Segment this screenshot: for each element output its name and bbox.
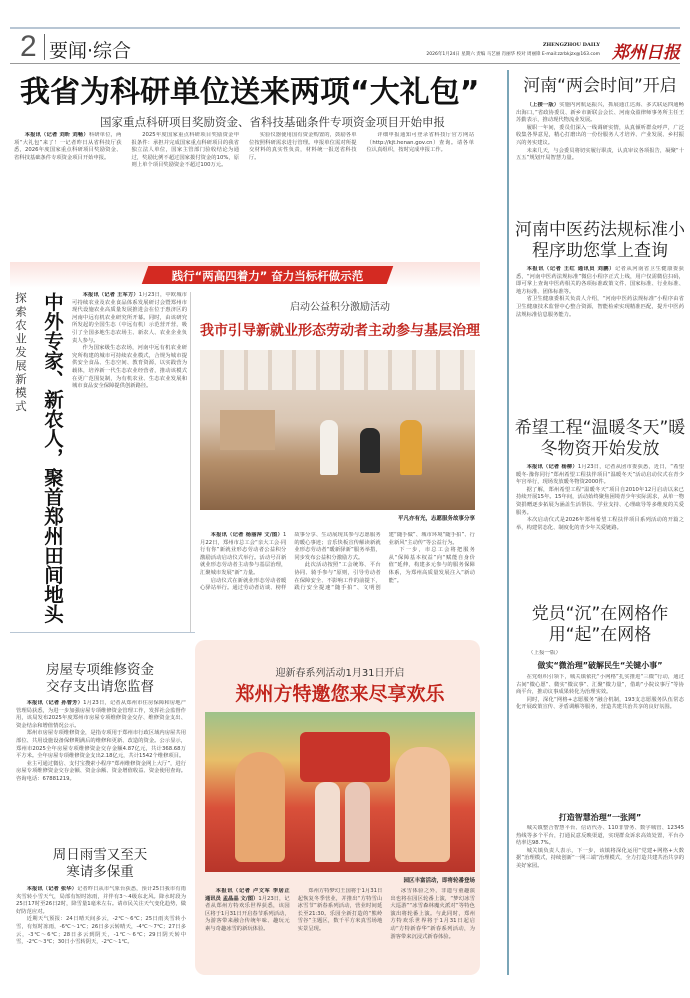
top-rule	[10, 27, 680, 29]
section-title: 要闻·综合	[49, 40, 132, 62]
paragraph	[367, 132, 475, 155]
paragraph-text: 此次活动按照“工会统筹、平台协同、骑手参与”原则，引导劳动者在保障安全、不影响工作的前提下，践行安全提速“随手拍”、文明创建“随手做”、城市环境“随手拍”、行业新风“主动传”等公益行为。	[294, 532, 475, 592]
paragraph	[516, 266, 684, 296]
paragraph	[72, 292, 187, 345]
byline: 本报讯（记者 孙曾芳）	[26, 700, 84, 706]
paragraph-text: 在党组织引领下，城关镇依托“小网格”扎实推进“三微”行动，通过古间“微心愿”、微实“微议事”、汇聚“微力量”，借助“小院议事厅”等协商平台，推动议事成果转化为治理实效。	[516, 674, 684, 696]
paragraph-text: 同时，深化“网格+志愿服务”融合机制，193支志愿服务队伍常态化开展政策宣传、矛盾调解等服务，营造共建共治共享的良好氛围。	[516, 696, 684, 711]
party-body-1	[516, 674, 684, 810]
hope-headline: 希望工程“温暖冬天”暖冬物资开始发放	[514, 418, 686, 459]
paragraph-text: 记者从河南省卫生健康委获悉，“河南中医药法规标准”微信小程序正式上线，用户仅需微信扫码，即可掌上查询中医药相关的各项标准政策文件、国家标准、行业标准、地方标准、团体标准等。	[516, 266, 684, 295]
paragraph-text: 本次启动仪式是2026年郑州希望工程扶伴项目系列活动的开篇之举，构建常态化、制度化的青少年关爱链路。	[516, 517, 684, 531]
lead-body	[14, 132, 474, 252]
paragraph	[516, 487, 684, 517]
paragraph-text: 城关镇负责人表示，下一步，该镇将深化运用“党建+网格+大数据”治理模式，持续创新“一网三端”治理模式，全力打造共建共治共享的美好家园。	[516, 847, 684, 869]
agri-kicker: 探索农业发展新模式	[14, 292, 28, 414]
page-number: 2	[20, 30, 37, 63]
fantawild-headline: 郑州方特邀您来尽享欢乐	[235, 683, 445, 705]
paragraph	[516, 697, 684, 712]
tcm-body	[516, 266, 684, 406]
paragraph-text: 郑州市房屋专项维修资金，是指专项用于郑州市行政区域内房屋共用部位、共用设施设备保修期满后的维修和更新、改造的资金。公示显示，郑州市2025全年房屋专项维修资金交存金额4.87亿元，共计368.68万平方米。全年房屋专项维修资金支出2.18亿元，共计1542个维修项目。	[16, 730, 186, 760]
fantawild-kicker: 迎新春系列活动1月31日开启	[275, 668, 405, 679]
paragraph	[200, 532, 286, 578]
paragraph-text: 城关镇整合智慧平台、信访代办、110非警务、数字城管、12345热线等多个平台，打通民意反映渠道，实现群众诉求高效处置，平台办结率达98.7%。	[516, 825, 684, 847]
paragraph	[389, 547, 475, 585]
byline: 本报讯（记者 王红 通讯员 刘鹏）	[526, 266, 615, 272]
byline: （上接一版）	[526, 102, 560, 108]
paragraph	[516, 296, 684, 319]
weather-body	[16, 886, 186, 976]
paragraph-text: 详细申报通知可登录省科技厅官方网站（http://kjt.henan.gov.cn）查询。请各单位认真组织，按时完成申报工作。	[366, 132, 474, 154]
paragraph	[72, 345, 187, 391]
labor-kicker: 启动公益积分激励活动	[290, 302, 390, 313]
lead-headline: 我省为科研单位送来两项“大礼包”	[20, 76, 480, 110]
agri-body	[72, 292, 187, 632]
continued-note: （上接一版）	[528, 650, 562, 656]
paragraph-text: 作为国家级生态农场，河南中远有机农业研究所构建的城市可持续农业模式，合规为城市提供安全食品、生态空间、教育资源，以实践营为载体，培养新一代生态农业经营者，推动该模式在更广范围复制，为有机农业、生态农业发展和城市食品安全保障提供创新路径。	[72, 345, 187, 390]
paragraph-text: 近期天气预报：24日晴天间多云，-2℃～6℃；25日雨夹雪转小雪，有短时冻雨，-6℃～1℃；26日多云转晴天，-4℃～7℃；27日多云，-3℃～6℃；28日多云到阴天，-1℃～6℃；29日阴天转中雪，-2℃～3℃；30日小雪转阴天，-2℃～1℃。	[16, 916, 186, 946]
paragraph	[516, 848, 684, 871]
paragraph-text: 冰雪体验之外，非遗与童趣演出也将在园区轮番上演，“梦幻冰雪大巡游”“冰雪森林魔火派对”等特色演出将轮番上演。与此同时，郑州方特欢乐世界将于1月31日起启动“方特新春华”新春系列活动，为游客带来沉浸式新春体验。	[390, 888, 475, 940]
paragraph	[390, 888, 475, 941]
paragraph	[298, 888, 383, 934]
paragraph	[16, 886, 186, 916]
paragraph	[516, 125, 684, 148]
paragraph	[16, 730, 186, 760]
column-divider	[507, 70, 509, 975]
session-headline: 河南“两会时间”开启	[523, 76, 677, 96]
paragraph	[205, 888, 290, 934]
byline: 本报讯（记者 王军方）	[82, 292, 139, 298]
paragraph	[516, 825, 684, 848]
byline: 本报讯（记者 张华）	[26, 886, 77, 892]
section-rule	[10, 632, 195, 633]
newspaper-logo: 郑州日报	[612, 43, 680, 63]
labor-photo-caption: 平凡亦有光，志愿服务故事分享	[397, 516, 475, 522]
paragraph-text: 业主可通过微信、支付宝搜索小程序“郑州维修资金网上大厅”，进行房屋专项维修资金交存金额、资金余额、资金增值收益、资金使用查询。咨询电话：67881219。	[16, 760, 186, 782]
weather-headline: 周日雨雪又至天寒请多保重	[52, 847, 148, 880]
byline: 本报讯（记者 杨柳）	[526, 464, 578, 470]
paragraph	[516, 517, 684, 532]
paragraph	[249, 132, 357, 162]
paragraph-text: 下一步，市总工会将把服务从“保障基本权益”向“赋能自身价值”延伸，构建多元参与的服务保障体系，为郑州高质量发展注入“新动能”。	[388, 547, 475, 584]
paragraph-text: 实验仪器使用国有资金购置的，鼓励各单位按照科研需求进行管理。申报单位需对所提交材料的真实性负责，材料统一报送省科技厅。	[249, 132, 357, 161]
hope-body	[516, 464, 684, 592]
paragraph-text: 郑州方特梦幻王国将于1月31日起恢复冬季营业，并推出“方特雪山冰雪节”新春系列活动，营业时间延长至21:30。乐园全新打造的“熊岭雪谷”主题区，数千平方米真雪场地实景呈现。	[297, 888, 383, 932]
party-headline: 党员“沉”在网格作用“起”在网格	[531, 604, 669, 645]
labor-headline: 我市引导新就业形态劳动者主动参与基层治理	[200, 323, 480, 339]
party-body-2	[516, 825, 684, 971]
session-body	[516, 102, 684, 198]
paragraph	[16, 761, 186, 784]
paragraph-text: 1月23日，记者从团市委获悉，近日，“希望暖冬·豫你同行”郑州希望工程扶伴项目“温暖冬天”活动启动仪式在青少年宫举行，现场发放暖冬物资2000件。	[516, 464, 684, 486]
paragraph	[516, 674, 684, 697]
agri-headline: 中外专家、新农人，聚首郑州田间地头	[41, 292, 64, 624]
paragraph	[16, 916, 186, 946]
byline: 本报讯（记者 卢文军 李居正 通讯员 孟晶晶 文/图）	[205, 888, 290, 902]
byline: 本报讯（记者 刘昕 刘畅）	[24, 132, 89, 138]
paragraph-text: 1月23日，记者从郑州方特欢乐世界获悉，该园区将于1月31日开启春节系列活动，为游客带来融合传统年味、趣玩元素与奇趣冰雪的新玩体验。	[205, 895, 290, 932]
paragraph	[516, 148, 684, 163]
paragraph-text: 1月22日，郑州市总工会“亲大工会·同行有你”新就业形态劳动者公益积分激励活动启动仪式举行。活动号召新就业形态劳动者主动参与基层治理，汇聚城市发展“新”力量。	[200, 532, 287, 576]
party-subhead-2: 打造智慧治理“一张网”	[558, 813, 642, 822]
paragraph-text: 记者昨日从市气象台获悉，预计25日我市有雨夹雪转小雪天气，局部有短时冻雨，并伴有3～4级东北风。降水时段为25日17时至26日2时，降雪量1毫米左右。请市民关注天气变化趋势，做好防范应对。	[16, 886, 186, 915]
paragraph-text: 1月23日，中欧城市可持续农业及农业食品体系发展研讨会暨郑州市现代设施农业高质量发展推进会在位于惠济区的河南中远有机农业研究所开幕。同时，由该研究所发起的全国生态（中远有机）示范营开营，吸引了全国多地生态农场主、新农人、农业企业负责人参与。	[72, 292, 187, 344]
fantawild-photo-caption: 园区丰富活动，即将轮番登场	[403, 878, 475, 884]
paragraph-text: 省卫生健康委相关负责人介绍，“河南中医药法规标准”小程序由省卫生健康技术监督中心整合资源，智能检索实现精准匹配，提升中医药法规标准信息服务能力。	[516, 296, 684, 318]
paragraph-text: 1月23日，记者从郑州市住房保障和房地产管理局获悉，为进一步加强房屋专项维修资金管理工作，发挥社会监督作用，该局发布2025年度郑州市房屋专项维修资金交存、维修资金支出、资金结余和增值情况公示。	[16, 700, 186, 729]
paragraph	[132, 132, 240, 170]
header-rule	[10, 63, 680, 64]
paragraph-text: 科研单位，两项“大礼包”来了！一记者昨日从省科技厅获悉，2026年度国家重点科研项目奖励资金、省科技基础条件专项资金项目开始申报。	[14, 132, 122, 161]
byline: 本报讯（记者 杨丽萍 文/图）	[210, 532, 283, 538]
paragraph	[16, 700, 186, 730]
labor-photo	[200, 350, 475, 510]
party-subhead-1: 做实“微治理”破解民生“关键小事”	[537, 661, 663, 670]
banner-text: 践行“两高四着力” 奋力当标杆做示范	[171, 269, 364, 283]
paragraph-text: 实施内河航运振兴，抓展通江达海、多式联运四通畅出海口，”省政协委员、新乡市新联会会长、河南众盈律师事务所主任王苏勤表示，推动现代物流业发展。	[516, 102, 684, 124]
fantawild-body	[205, 888, 475, 973]
housing-headline: 房屋专项维修资金交存支出请您监督	[46, 662, 154, 695]
english-name: ZHENGZHOU DAILY	[542, 42, 600, 48]
issue-meta: 2026年1月24日 星期六 责编 马艺丽 肖丽华 校对 周丽锋 E-mail:zzrbkjzx@163.com	[426, 52, 600, 57]
paragraph	[516, 102, 684, 125]
lead-subhead: 国家重点科研项目奖励资金、省科技基础条件专项资金项目开始申报	[100, 115, 445, 129]
paragraph-text: 2025年度国家重点科研项目奖励资金申报条件：承担并完成国家重点科研项目的我省独立法人单位，国家主管部门验收结论为通过，奖励比例不超过国家拨付资金的10%，原则上单个项目奖励资金不超过100万元。	[131, 132, 239, 169]
paragraph	[516, 464, 684, 487]
paragraph-text: 据了解，郑州希望工程“温暖冬天”项目自2010年12月启动以来已持续开展15年。15年间，活动始终聚焦困境青少年实际需求，从单一物资捐赠逐步拓展为涵盖生活帮扶、学业支持、心理疏导等多维度的关爱服务。	[516, 486, 684, 516]
tcm-headline: 河南中医药法规标准小程序助您掌上查询	[515, 220, 685, 261]
paragraph-text: 履职一年间，委员们深入一线调研实情，从真倾听群众呼声，广泛收集各界意见，精心打磨出的一份份服务人才培养、产业发展、乡村振兴的务实建议。	[516, 124, 684, 146]
labor-body	[200, 532, 475, 627]
paragraph-text: 未来几天，与会委员将切实履行职责，认真审议各项报告，凝聚“十五五”规划开局智慧力量。	[516, 147, 684, 162]
paragraph	[14, 132, 122, 162]
paragraph-text: 启动仪式在新就业形态劳动者暖心驿站举行。通过劳动者访谈、榜样故事分享、生动展现其参与志愿服务的暖心事迹；音乐快板宣传解读新就业形态劳动者“暖新驿新”服务举措，同步发布公益积分激励方式。	[200, 532, 381, 592]
divider	[44, 34, 45, 60]
divider	[190, 292, 191, 632]
fantawild-photo	[205, 712, 475, 872]
housing-body	[16, 700, 186, 840]
